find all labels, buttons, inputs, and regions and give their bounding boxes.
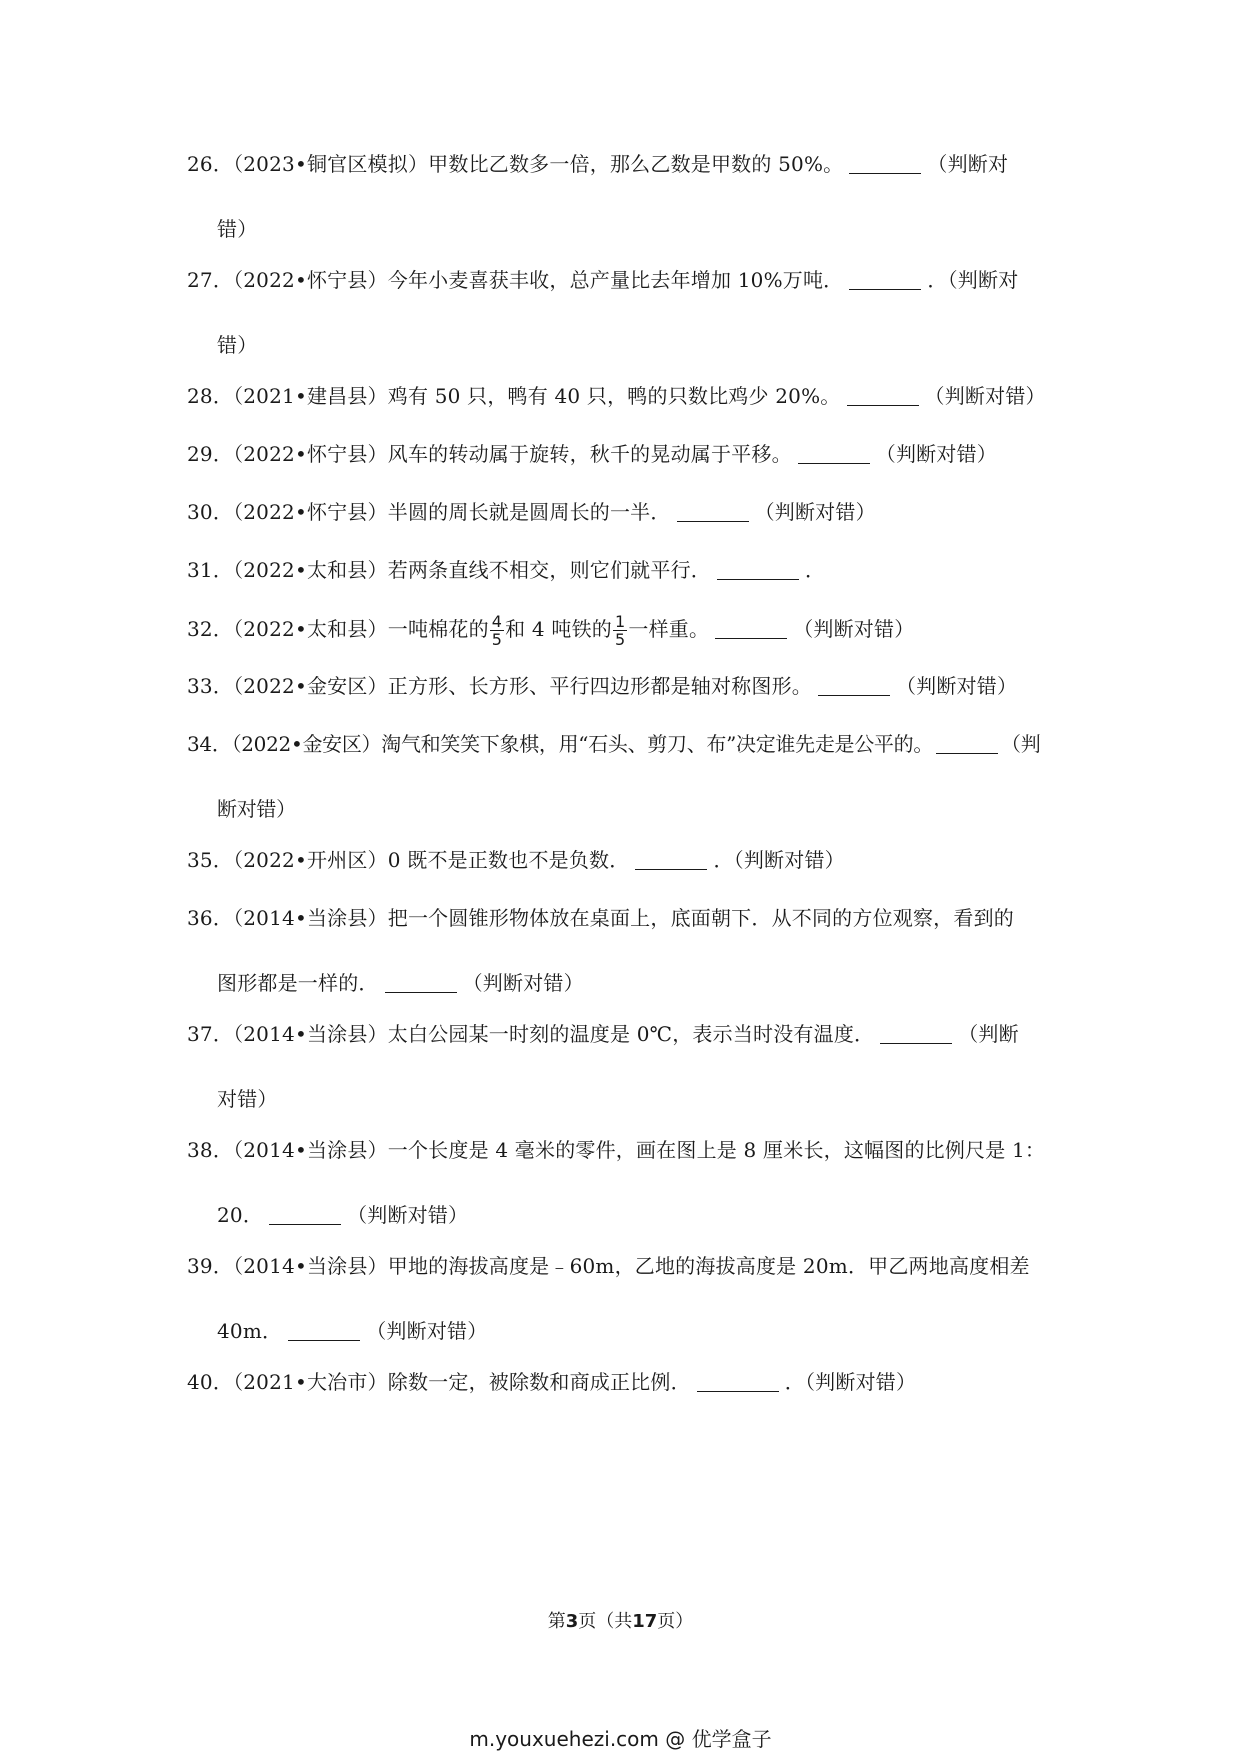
question-number: 29． bbox=[187, 442, 234, 466]
question-34 bbox=[187, 729, 1057, 824]
answer-blank[interactable] bbox=[385, 972, 457, 993]
question-31 bbox=[187, 555, 1057, 585]
question-text: 一吨棉花的 bbox=[387, 617, 489, 641]
fraction-four-fifths bbox=[490, 613, 504, 648]
question-source: （2022•怀宁县） bbox=[233, 500, 388, 524]
question-number: 39． bbox=[187, 1254, 234, 1278]
question-text: 正方形、长方形、平行四边形都是轴对称图形。 bbox=[387, 674, 812, 698]
question-26 bbox=[187, 149, 1057, 244]
question-source: （2014•当涂县） bbox=[233, 1254, 388, 1278]
answer-blank[interactable] bbox=[818, 675, 890, 696]
question-suffix: （判断对错） bbox=[462, 971, 584, 995]
question-33 bbox=[187, 671, 1057, 701]
question-continuation: 错） bbox=[217, 217, 258, 241]
answer-blank[interactable] bbox=[717, 559, 799, 580]
question-continuation: 对错） bbox=[217, 1087, 278, 1111]
question-27 bbox=[187, 265, 1057, 360]
question-28 bbox=[187, 381, 1057, 411]
question-continuation bbox=[217, 968, 1057, 998]
question-text: 今年小麦喜获丰收，总产量比去年增加 10%万吨． bbox=[387, 268, 844, 292]
question-text-middle: 和 4 吨铁的 bbox=[505, 617, 612, 641]
question-source: （2022•太和县） bbox=[233, 558, 388, 582]
question-number: 31． bbox=[187, 558, 234, 582]
footer-suffix: 页） bbox=[657, 1611, 694, 1632]
question-40 bbox=[187, 1367, 1057, 1397]
question-continuation: 错） bbox=[217, 333, 258, 357]
question-suffix: （判断对错） bbox=[347, 1203, 469, 1227]
question-text-continued: 40m． bbox=[217, 1319, 283, 1343]
answer-blank[interactable] bbox=[849, 153, 921, 174]
question-number: 34． bbox=[187, 732, 232, 756]
footer-middle: 页（共 bbox=[578, 1611, 633, 1632]
page-footer bbox=[0, 1607, 1241, 1633]
question-39 bbox=[187, 1251, 1057, 1346]
question-continuation bbox=[217, 1200, 1057, 1230]
question-suffix: （判断对 bbox=[927, 152, 1009, 176]
answer-blank[interactable] bbox=[936, 733, 998, 754]
question-source: （2014•当涂县） bbox=[233, 1138, 388, 1162]
question-text-continued: 20． bbox=[217, 1203, 264, 1227]
question-suffix: ． bbox=[804, 558, 826, 582]
question-text: 太白公园某一时刻的温度是 0℃，表示当时没有温度． bbox=[387, 1022, 875, 1046]
question-suffix: ．（判断对错） bbox=[713, 848, 845, 872]
question-suffix: ．（判断对 bbox=[927, 268, 1019, 292]
question-32 bbox=[187, 612, 1057, 649]
question-number: 26． bbox=[187, 152, 234, 176]
question-source: （2014•当涂县） bbox=[233, 1022, 388, 1046]
answer-blank[interactable] bbox=[677, 501, 749, 522]
question-number: 30． bbox=[187, 500, 234, 524]
answer-blank[interactable] bbox=[798, 443, 870, 464]
question-number: 27． bbox=[187, 268, 234, 292]
fraction-one-fifth bbox=[613, 613, 627, 648]
answer-blank[interactable] bbox=[269, 1204, 341, 1225]
question-29 bbox=[187, 439, 1057, 469]
question-text-end: 一样重。 bbox=[628, 617, 710, 641]
question-number: 32． bbox=[187, 617, 234, 641]
question-number: 28． bbox=[187, 384, 234, 408]
question-text: 淘气和笑笑下象棋，用“石头、剪刀、布”决定谁先走是公平的。 bbox=[381, 732, 934, 756]
question-38 bbox=[187, 1135, 1057, 1230]
fraction-numerator: 4 bbox=[491, 612, 503, 631]
question-suffix: （判 bbox=[1001, 732, 1041, 756]
question-suffix: （判断对错） bbox=[754, 500, 876, 524]
question-30 bbox=[187, 497, 1057, 527]
question-suffix: （判断 bbox=[958, 1022, 1019, 1046]
question-number: 40． bbox=[187, 1370, 234, 1394]
question-number: 35． bbox=[187, 848, 234, 872]
question-source: （2014•当涂县） bbox=[233, 906, 388, 930]
question-text: 鸡有 50 只，鸭有 40 只，鸭的只数比鸡少 20%。 bbox=[387, 384, 841, 408]
question-source: （2023•铜官区模拟） bbox=[233, 152, 429, 176]
question-suffix: （判断对错） bbox=[793, 617, 915, 641]
question-text: 甲数比乙数多一倍，那么乙数是甲数的 50%。 bbox=[428, 152, 844, 176]
page-number: 3 bbox=[565, 1611, 579, 1632]
question-continuation bbox=[217, 1316, 1057, 1346]
question-suffix: （判断对错） bbox=[924, 384, 1046, 408]
question-text: 甲地的海拔高度是﹣60m，乙地的海拔高度是 20m．甲乙两地高度相差 bbox=[387, 1254, 1030, 1278]
answer-blank[interactable] bbox=[847, 385, 919, 406]
question-number: 36． bbox=[187, 906, 234, 930]
question-number: 37． bbox=[187, 1022, 234, 1046]
question-suffix: （判断对错） bbox=[895, 674, 1018, 698]
answer-blank[interactable] bbox=[715, 618, 787, 639]
answer-blank[interactable] bbox=[849, 269, 921, 290]
question-37 bbox=[187, 1019, 1057, 1114]
question-number: 38． bbox=[187, 1138, 234, 1162]
page-total: 17 bbox=[632, 1611, 658, 1632]
answer-blank[interactable] bbox=[288, 1320, 360, 1341]
question-text: 把一个圆锥形物体放在桌面上，底面朝下．从不同的方位观察，看到的 bbox=[387, 906, 1014, 930]
answer-blank[interactable] bbox=[697, 1371, 779, 1392]
question-suffix: （判断对错） bbox=[366, 1319, 488, 1343]
question-source: （2022•怀宁县） bbox=[233, 442, 388, 466]
question-source: （2022•金安区） bbox=[231, 732, 382, 756]
question-text: 一个长度是 4 毫米的零件，画在图上是 8 厘米长，这幅图的比例尺是 1： bbox=[387, 1138, 1046, 1162]
answer-blank[interactable] bbox=[880, 1023, 952, 1044]
question-36 bbox=[187, 903, 1057, 998]
question-suffix: （判断对错） bbox=[875, 442, 997, 466]
question-suffix: ．（判断对错） bbox=[784, 1370, 917, 1394]
question-text: 0 既不是正数也不是负数． bbox=[387, 848, 630, 872]
fraction-denominator: 5 bbox=[491, 630, 503, 649]
answer-blank[interactable] bbox=[635, 849, 707, 870]
question-source: （2022•太和县） bbox=[233, 617, 388, 641]
footer-prefix: 第 bbox=[547, 1611, 566, 1632]
question-source: （2022•金安区） bbox=[233, 674, 388, 698]
question-text: 风车的转动属于旋转，秋千的晃动属于平移。 bbox=[387, 442, 792, 466]
question-text: 若两条直线不相交，则它们就平行． bbox=[387, 558, 711, 582]
question-source: （2022•开州区） bbox=[233, 848, 388, 872]
fraction-denominator: 5 bbox=[615, 630, 626, 649]
question-35 bbox=[187, 845, 1057, 875]
fraction-numerator: 1 bbox=[615, 612, 626, 631]
watermark: m.youxuehezi.com @ 优学盒子 bbox=[469, 1727, 772, 1751]
question-text: 半圆的周长就是圆周长的一半． bbox=[387, 500, 671, 524]
question-source: （2021•建昌县） bbox=[233, 384, 388, 408]
question-continuation: 断对错） bbox=[217, 797, 296, 821]
question-text: 除数一定，被除数和商成正比例． bbox=[387, 1370, 691, 1394]
question-source: （2021•大冶市） bbox=[233, 1370, 388, 1394]
question-source: （2022•怀宁县） bbox=[233, 268, 388, 292]
question-number: 33． bbox=[187, 674, 234, 698]
question-text-continued: 图形都是一样的． bbox=[217, 971, 379, 995]
